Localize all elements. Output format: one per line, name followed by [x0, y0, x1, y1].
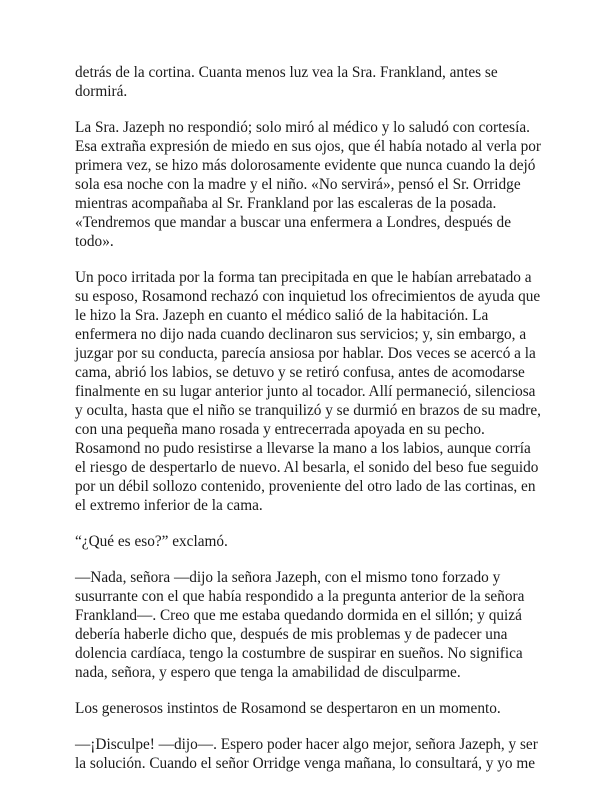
paragraph-1: detrás de la cortina. Cuanta menos luz vea la Sra. Frankland, antes se dormirá.: [75, 64, 498, 100]
body-text: [75, 63, 545, 790]
paragraph-5: —Nada, señora —dijo la señora Jazeph, con el mismo tono forzado y susurrante con el que había respondido a la pregunta anterior de la señora Frankland—. Creo que me estaba quedando dormida en el sillón; y quizá debería haberle dicho que, después de mis problemas y de padecer una dolencia cardíaca, tengo la costumbre de suspirar en sueños. No significa nada, señora, y espero que tenga la amabilidad de disculparme.: [75, 569, 525, 681]
paragraph-3: Un poco irritada por la forma tan precipitada en que le habían arrebatado a su esposo, Rosamond rechazó con inquietud los ofrecimientos de ayuda que le hizo la Sra. Jazeph en cuanto el médico salió de la habitación. La enfermera no dijo nada cuando declinaron sus servicios; y, sin embargo, a juzgar por su conducta, parecía ansiosa por hablar. Dos veces se acercó a la cama, abrió los labios, se detuvo y se retiró confusa, antes de acomodarse finalmente en su lugar anterior junto al tocador. Allí permaneció, silenciosa y oculta, hasta que el niño se tranquilizó y se durmió en brazos de su madre, con una pequeña mano rosada y entrecerrada apoyada en su pecho. Rosamond no pudo resistirse a llevarse la mano a los labios, aunque corría el riesgo de despertarlo de nuevo. Al besarla, el sonido del beso fue seguido por un débil sollozo contenido, proveniente del otro lado de las cortinas, en el extremo inferior de la cama.: [75, 269, 541, 514]
paragraph-4: “¿Qué es eso?” exclamó.: [75, 533, 228, 550]
paragraph-6: Los generosos instintos de Rosamond se despertaron en un momento.: [75, 700, 501, 717]
paragraph-7: —¡Disculpe! —dijo—. Espero poder hacer algo mejor, señora Jazeph, y ser la solución. Cuando el señor Orridge venga mañana, lo consultará, y yo me: [75, 736, 538, 772]
paragraph-2: La Sra. Jazeph no respondió; solo miró al médico y lo saludó con cortesía. Esa extraña expresión de miedo en sus ojos, que él había notado al verla por primera vez, se hizo más dolorosamente evidente que nunca cuando la dejó sola esa noche con la madre y el niño. «No servirá», pensó el Sr. Orridge mientras acompañaba al Sr. Frankland por las escaleras de la posada. «Tendremos que mandar a buscar una enfermera a Londres, después de todo».: [75, 119, 541, 250]
